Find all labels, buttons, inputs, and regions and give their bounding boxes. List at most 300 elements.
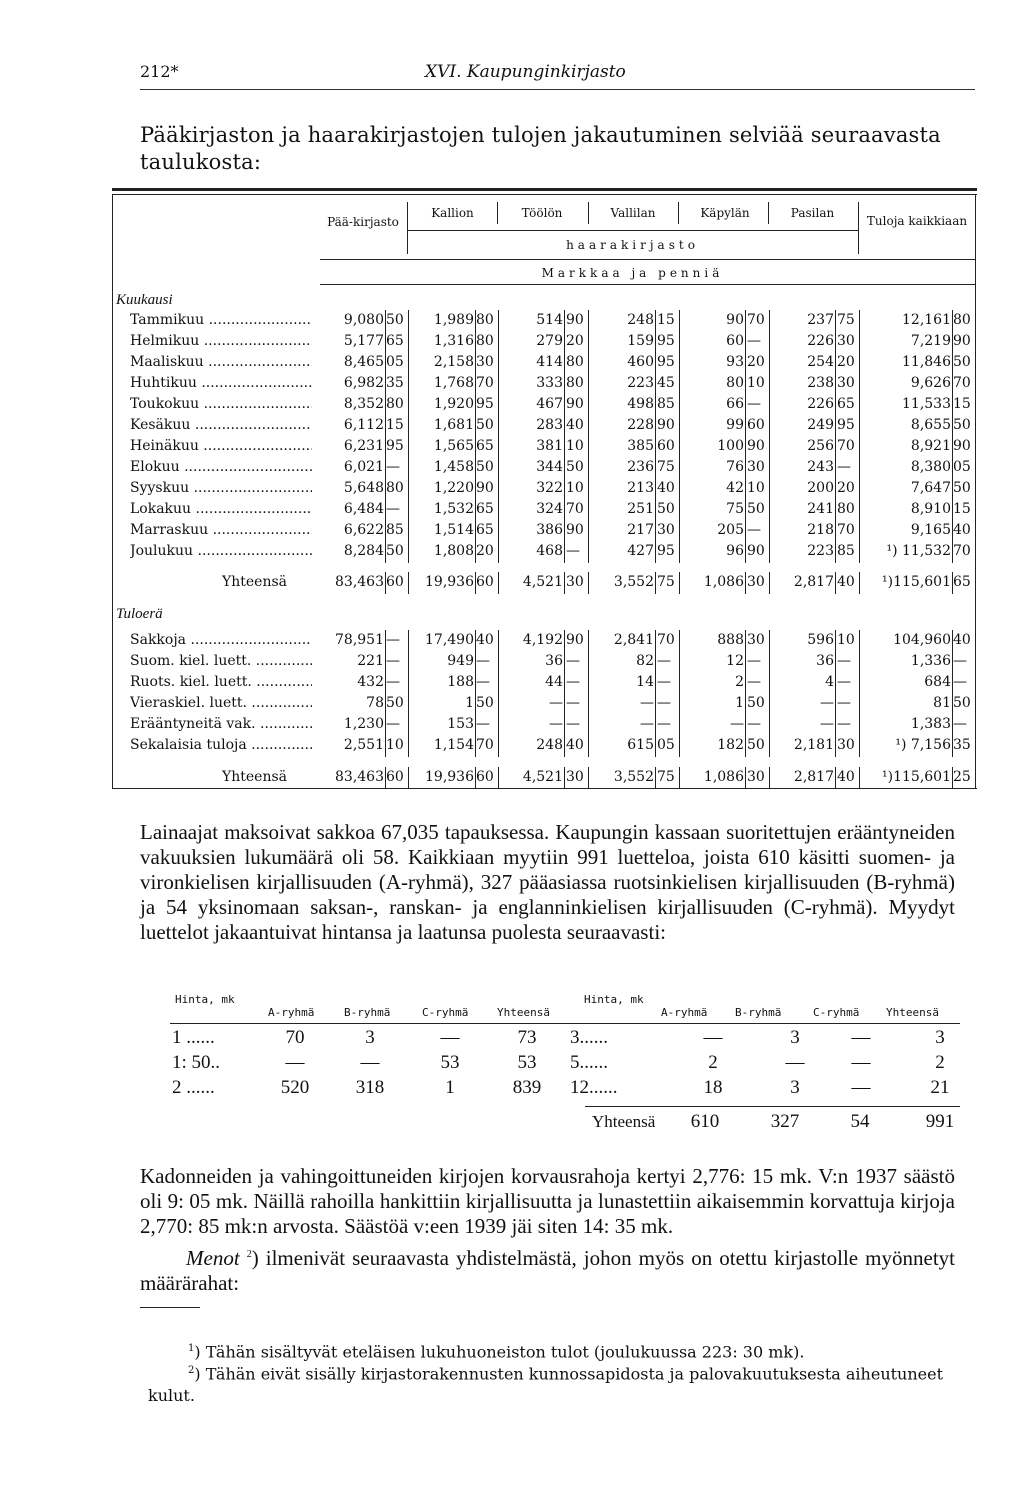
small-price-right: 12...... (570, 1077, 618, 1098)
cell-integer: 1,808 (433, 543, 474, 559)
cell-separator (975, 352, 976, 374)
cell-integer: — (820, 716, 834, 732)
cell-fraction: 60 (476, 574, 494, 590)
cell-fraction: 30 (566, 769, 584, 785)
cell-integer: 414 (536, 354, 563, 370)
cell-integer: 514 (536, 312, 563, 328)
table-top-rule (112, 188, 977, 191)
cell-integer: 100 (717, 438, 744, 454)
cell-integer: 460 (627, 354, 654, 370)
cell-fraction: 50 (747, 737, 765, 753)
cell-fraction: 30 (566, 574, 584, 590)
cell-fraction: 30 (657, 522, 675, 538)
cell-fraction: 90 (747, 543, 765, 559)
small-header-price-right: Hinta, mk (584, 993, 644, 1006)
cell-integer: 2,158 (433, 354, 474, 370)
cell-integer: 104,960 (893, 632, 951, 648)
small-header-c-left: C-ryhmä (422, 1006, 469, 1019)
cell-separator (975, 331, 976, 353)
small-t-right: 2 (935, 1052, 945, 1073)
cell-fraction: — (476, 716, 490, 732)
small-a-left: 70 (285, 1027, 305, 1048)
cell-integer: 1,768 (433, 375, 474, 391)
cell-separator (975, 767, 976, 789)
small-price-right: 5...... (570, 1052, 608, 1073)
cell-integer: 96 (726, 543, 744, 559)
row-label: Erääntyneitä vak. ..... (130, 716, 312, 732)
cell-fraction: 20 (837, 354, 855, 370)
cell-integer: 226 (807, 396, 834, 412)
cell-fraction: 65 (837, 396, 855, 412)
cell-integer: 1 (465, 695, 474, 711)
cell-fraction: — (953, 716, 967, 732)
cell-integer: 8,284 (343, 543, 384, 559)
small-t-right: 21 (930, 1077, 950, 1098)
cell-fraction: 40 (837, 769, 855, 785)
cell-fraction: 50 (566, 459, 584, 475)
cell-integer: 4,521 (522, 574, 563, 590)
small-total-t: 991 (925, 1111, 955, 1132)
small-c-right: — (851, 1027, 871, 1048)
cell-integer: ¹) 11,532 (886, 543, 951, 559)
cell-fraction: 75 (657, 459, 675, 475)
col-header-kapyla: Käpylän (700, 206, 750, 220)
cell-separator (952, 520, 953, 542)
cell-integer: 44 (545, 674, 563, 690)
col-header-branch: haarakirjasto (566, 238, 699, 252)
cell-integer: 223 (627, 375, 654, 391)
page-number: 212* (140, 62, 179, 81)
cell-fraction: 15 (386, 417, 404, 433)
cell-fraction: — (657, 674, 671, 690)
cell-integer: 188 (447, 674, 474, 690)
cell-fraction: 10 (747, 375, 765, 391)
cell-fraction: 90 (476, 480, 494, 496)
cell-fraction: 60 (476, 769, 494, 785)
cell-fraction: 50 (747, 501, 765, 517)
small-total-c: 54 (850, 1111, 870, 1132)
cell-fraction: 90 (747, 438, 765, 454)
cell-fraction: 50 (476, 695, 494, 711)
small-header-a-right: A-ryhmä (661, 1006, 708, 1019)
cell-fraction: 90 (953, 333, 971, 349)
cell-integer: 217 (627, 522, 654, 538)
cell-integer: 386 (536, 522, 563, 538)
cell-fraction: 40 (566, 737, 584, 753)
cell-integer: 228 (627, 417, 654, 433)
cell-separator (975, 735, 976, 757)
cell-separator (975, 672, 976, 694)
cell-fraction: 65 (476, 438, 494, 454)
cell-integer: 6,231 (343, 438, 384, 454)
cell-fraction: — (566, 653, 580, 669)
cell-integer: 467 (536, 396, 563, 412)
cell-fraction: 70 (476, 375, 494, 391)
cell-separator (975, 693, 976, 715)
cell-integer: 205 (717, 522, 744, 538)
cell-separator (952, 651, 953, 673)
cell-fraction: 75 (837, 312, 855, 328)
cell-fraction: — (566, 716, 580, 732)
cell-separator (975, 572, 976, 594)
cell-fraction: 75 (657, 574, 675, 590)
cell-fraction: 35 (386, 375, 404, 391)
cell-separator (975, 415, 976, 437)
row-label: Tammikuu ..... (130, 312, 312, 328)
cell-separator (952, 735, 953, 757)
cell-fraction: 85 (837, 543, 855, 559)
cell-integer: 19,936 (425, 574, 474, 590)
cell-fraction: 40 (657, 480, 675, 496)
row-label: Heinäkuu ..... (130, 438, 312, 454)
cell-integer: — (640, 716, 654, 732)
cell-integer: 1,154 (433, 737, 474, 753)
cell-integer: 81 (933, 695, 951, 711)
cell-integer: 1,458 (433, 459, 474, 475)
cell-fraction: 80 (953, 312, 971, 328)
cell-integer: 6,622 (343, 522, 384, 538)
small-c-left: 1 (445, 1077, 455, 1098)
cell-fraction: 50 (476, 459, 494, 475)
cell-integer: 213 (627, 480, 654, 496)
cell-fraction: 65 (476, 501, 494, 517)
cell-integer: 223 (807, 543, 834, 559)
cell-integer: 256 (807, 438, 834, 454)
cell-fraction: — (837, 459, 851, 475)
cell-integer: 12,161 (902, 312, 951, 328)
cell-integer: — (640, 695, 654, 711)
cell-fraction: 70 (837, 522, 855, 538)
row-label: Maaliskuu ..... (130, 354, 312, 370)
cell-fraction: 10 (566, 480, 584, 496)
small-total-label: Yhteensä (592, 1112, 656, 1131)
cell-fraction: 65 (476, 522, 494, 538)
cell-integer: 8,910 (910, 501, 951, 517)
cell-fraction: — (566, 695, 580, 711)
cell-integer: 498 (627, 396, 654, 412)
cell-integer: 8,380 (910, 459, 951, 475)
cell-separator (975, 520, 976, 542)
cell-integer: 279 (536, 333, 563, 349)
cell-separator (952, 373, 953, 395)
cell-integer: 8,921 (910, 438, 951, 454)
cell-integer: 1,086 (703, 574, 744, 590)
small-a-right: 2 (708, 1052, 718, 1073)
small-c-left: 53 (440, 1052, 460, 1073)
cell-fraction: 70 (747, 312, 765, 328)
cell-integer: 248 (627, 312, 654, 328)
cell-fraction: — (566, 543, 580, 559)
cell-integer: 4,521 (522, 769, 563, 785)
cell-fraction: 50 (953, 480, 971, 496)
cell-fraction: 90 (566, 396, 584, 412)
cell-fraction: 95 (657, 333, 675, 349)
cell-fraction: — (953, 674, 967, 690)
cell-fraction: 95 (476, 396, 494, 412)
cell-integer: 344 (536, 459, 563, 475)
cell-fraction: 70 (566, 501, 584, 517)
small-header-b-left: B-ryhmä (344, 1006, 391, 1019)
cell-fraction: 70 (953, 375, 971, 391)
cell-integer: 83,463 (335, 574, 384, 590)
cell-integer: 182 (717, 737, 744, 753)
row-label: Sakkoja ..... (130, 632, 312, 648)
row-label: Sekalaisia tuloja ..... (130, 737, 312, 753)
cell-fraction: — (386, 501, 400, 517)
cell-integer: 19,936 (425, 769, 474, 785)
row-label: Marraskuu ..... (130, 522, 312, 538)
cell-fraction: 80 (476, 333, 494, 349)
cell-integer: 36 (816, 653, 834, 669)
cell-integer: 1,086 (703, 769, 744, 785)
cell-fraction: — (747, 674, 761, 690)
cell-integer: 9,165 (910, 522, 951, 538)
small-t-right: 3 (935, 1027, 945, 1048)
cell-integer: 237 (807, 312, 834, 328)
cell-fraction: 30 (837, 737, 855, 753)
cell-separator (952, 714, 953, 736)
small-header-c-right: C-ryhmä (813, 1006, 860, 1019)
cell-fraction: 40 (566, 417, 584, 433)
cell-fraction: 50 (657, 501, 675, 517)
cell-integer: 2 (735, 674, 744, 690)
cell-separator (952, 331, 953, 353)
cell-fraction: 90 (953, 438, 971, 454)
cell-separator (975, 651, 976, 673)
cell-integer: ¹) 7,156 (895, 737, 951, 753)
cell-integer: 684 (924, 674, 951, 690)
cell-fraction: — (476, 653, 490, 669)
cell-fraction: 30 (837, 333, 855, 349)
cell-integer: ¹)115,601 (882, 769, 951, 785)
small-header-price-left: Hinta, mk (175, 993, 235, 1006)
cell-integer: 12 (726, 653, 744, 669)
cell-separator (952, 478, 953, 500)
cell-fraction: 20 (476, 543, 494, 559)
paragraph-expenses (140, 1242, 955, 1296)
cell-fraction: 95 (657, 354, 675, 370)
cell-separator (975, 630, 976, 652)
cell-integer: 218 (807, 522, 834, 538)
small-price-left: 1 ...... (172, 1027, 215, 1048)
cell-fraction: 80 (837, 501, 855, 517)
cell-integer: 333 (536, 375, 563, 391)
cell-integer: 249 (807, 417, 834, 433)
cell-integer: 66 (726, 396, 744, 412)
cell-fraction: — (476, 674, 490, 690)
cell-integer: 221 (357, 653, 384, 669)
small-a-left: 520 (280, 1077, 310, 1098)
cell-fraction: 40 (953, 522, 971, 538)
cell-fraction: — (953, 653, 967, 669)
cell-fraction: 70 (657, 632, 675, 648)
cell-integer: 324 (536, 501, 563, 517)
row-label: Helmikuu ..... (130, 333, 312, 349)
cell-integer: 243 (807, 459, 834, 475)
row-label: Ruots. kiel. luett. ..... (130, 674, 312, 690)
cell-fraction: 80 (566, 354, 584, 370)
cell-fraction: 65 (953, 574, 971, 590)
cell-fraction: 95 (386, 438, 404, 454)
cell-integer: 432 (357, 674, 384, 690)
table-bottom-rule (112, 788, 977, 789)
cell-fraction: 30 (747, 459, 765, 475)
cell-fraction: — (657, 695, 671, 711)
cell-fraction: 20 (566, 333, 584, 349)
cell-fraction: 30 (747, 769, 765, 785)
cell-integer: — (549, 695, 563, 711)
expenses-footnote-mark: 2 (246, 1249, 252, 1260)
cell-integer: 1 (735, 695, 744, 711)
intro-paragraph: Pääkirjaston ja haarakirjastojen tulojen jakautuminen selviää seuraavasta taulukosta: (140, 123, 941, 174)
paragraph-compensation: Kadonneiden ja vahingoittuneiden kirjojen korvausrahoja kertyi 2,776: 15 mk. V:n 1937 säästö oli 9: 05 mk. Näillä rahoilla hankittiin kirjallisuutta ja lunastettiin aikaisemmin korvattuja kirjoja 2,770: 85 mk:n arvosta. Säästöä v:een 1939 jäi siten 14: 35 mk. (140, 1164, 955, 1238)
small-header-a-left: A-ryhmä (268, 1006, 315, 1019)
cell-separator (952, 310, 953, 332)
col-header-total: Tuloja kaikkiaan (866, 214, 968, 228)
cell-separator (975, 436, 976, 458)
cell-fraction: — (386, 632, 400, 648)
cell-integer: 251 (627, 501, 654, 517)
cell-integer: 2,551 (343, 737, 384, 753)
small-b-left: — (360, 1052, 380, 1073)
small-b-left: 318 (355, 1077, 385, 1098)
cell-fraction: — (386, 653, 400, 669)
cell-integer: 6,112 (343, 417, 384, 433)
unit-header: Markkaa ja penniä (541, 266, 724, 280)
cell-fraction: 95 (837, 417, 855, 433)
small-a-left: — (285, 1052, 305, 1073)
cell-fraction: 70 (476, 737, 494, 753)
cell-integer: 1,220 (433, 480, 474, 496)
cell-integer: 8,465 (343, 354, 384, 370)
small-price-left: 2 ...... (172, 1077, 215, 1098)
cell-fraction: 40 (476, 632, 494, 648)
cell-fraction: 15 (953, 396, 971, 412)
cell-fraction: 50 (953, 695, 971, 711)
cell-integer: 11,846 (902, 354, 951, 370)
cell-integer: 7,219 (910, 333, 951, 349)
row-label: Huhtikuu ..... (130, 375, 312, 391)
cell-fraction: — (837, 716, 851, 732)
cell-fraction: 50 (953, 354, 971, 370)
cell-separator (952, 767, 953, 789)
cell-integer: 1,681 (433, 417, 474, 433)
small-t-left: 53 (517, 1052, 537, 1073)
col-header-vallila: Vallilan (610, 206, 656, 220)
cell-integer: 1,532 (433, 501, 474, 517)
cell-separator (952, 352, 953, 374)
cell-fraction: 95 (657, 543, 675, 559)
cell-fraction: — (566, 674, 580, 690)
cell-fraction: — (657, 716, 671, 732)
small-b-right: 3 (790, 1027, 800, 1048)
header-rule (140, 89, 975, 90)
cell-integer: 17,490 (425, 632, 474, 648)
cell-fraction: 60 (657, 438, 675, 454)
footnote-2: $^2$) Tähän eivät sisälly kirjastorakennusten kunnossapidosta ja palovakuutuksesta aiheutuneet kulut. (148, 1364, 944, 1406)
cell-fraction: — (837, 653, 851, 669)
cell-fraction: 80 (386, 396, 404, 412)
row-label: Vieraskiel. luett. ..... (130, 695, 312, 711)
cell-fraction: 70 (953, 543, 971, 559)
cell-fraction: — (747, 333, 761, 349)
cell-fraction: 25 (953, 769, 971, 785)
cell-integer: 60 (726, 333, 744, 349)
cell-fraction: — (747, 716, 761, 732)
cell-integer: 6,982 (343, 375, 384, 391)
cell-fraction: 60 (747, 417, 765, 433)
small-t-left: 839 (512, 1077, 542, 1098)
cell-fraction: 75 (657, 769, 675, 785)
cell-integer: 11,533 (902, 396, 951, 412)
small-b-right: 3 (790, 1077, 800, 1098)
cell-integer: 2,817 (793, 574, 834, 590)
cell-integer: 427 (627, 543, 654, 559)
cell-integer: 8,655 (910, 417, 951, 433)
cell-fraction: 90 (566, 632, 584, 648)
cell-fraction: 50 (747, 695, 765, 711)
row-label: Toukokuu ..... (130, 396, 312, 412)
cell-fraction: 05 (386, 354, 404, 370)
cell-separator (975, 714, 976, 736)
cell-integer: 82 (636, 653, 654, 669)
cell-fraction: 30 (837, 375, 855, 391)
cell-fraction: 50 (386, 695, 404, 711)
cell-integer: 1,514 (433, 522, 474, 538)
cell-fraction: — (837, 674, 851, 690)
cell-fraction: 90 (566, 522, 584, 538)
cell-fraction: 10 (566, 438, 584, 454)
col-header-toolo: Töölön (521, 206, 563, 220)
small-header-total-left: Yhteensä (497, 1006, 550, 1019)
cell-integer: 90 (726, 312, 744, 328)
table-left-border (112, 194, 113, 788)
small-price-left: 1: 50.. (172, 1052, 221, 1073)
cell-fraction: 30 (476, 354, 494, 370)
cell-fraction: — (386, 716, 400, 732)
cell-integer: 238 (807, 375, 834, 391)
cell-fraction: 60 (386, 769, 404, 785)
small-c-right: — (851, 1052, 871, 1073)
small-price-right: 3...... (570, 1027, 608, 1048)
table-top-rule-thin (112, 194, 977, 195)
cell-separator (952, 672, 953, 694)
cell-integer: — (730, 716, 744, 732)
cell-integer: 5,177 (343, 333, 384, 349)
cell-integer: 1,920 (433, 396, 474, 412)
cell-fraction: 50 (386, 543, 404, 559)
cell-integer: 888 (717, 632, 744, 648)
cell-separator (975, 310, 976, 332)
cell-fraction: 45 (657, 375, 675, 391)
cell-integer: — (549, 716, 563, 732)
cell-integer: 949 (447, 653, 474, 669)
paragraph-fines: Lainaajat maksoivat sakkoa 67,035 tapauksessa. Kaupungin kassaan suoritettujen erääntyneiden vakuuksien lukumäärä oli 58. Kaikkiaan myytiin 991 luetteloa, joista 610 käsitti suomen- ja vironkielisen kirjallisuuden (A-ryhmä), 327 pääasiassa ruotsinkielisen kirjallisuuden (B-ryhmä) ja 54 yksinomaan saksan-, ranskan- ja englanninkielisen kirjallisuuden (C-ryhmä). Myydyt luettelot jakaantuivat hintansa ja laatunsa puolesta seuraavasti: (140, 820, 955, 944)
cell-fraction: 30 (747, 574, 765, 590)
total-label: Yhteensä (222, 574, 288, 590)
cell-integer: 159 (627, 333, 654, 349)
cell-integer: 322 (536, 480, 563, 496)
cell-integer: 1,230 (343, 716, 384, 732)
cell-integer: 200 (807, 480, 834, 496)
row-label: Kesäkuu ..... (130, 417, 312, 433)
cell-integer: 381 (536, 438, 563, 454)
footnote-1: $^1$) Tähän sisältyvät eteläisen lukuhuoneiston tulot (joulukuussa 223: 30 mk). (188, 1342, 805, 1362)
cell-integer: 1,316 (433, 333, 474, 349)
cell-integer: 596 (807, 632, 834, 648)
cell-fraction: 30 (747, 632, 765, 648)
row-label: Suom. kiel. luett. ..... (130, 653, 312, 669)
